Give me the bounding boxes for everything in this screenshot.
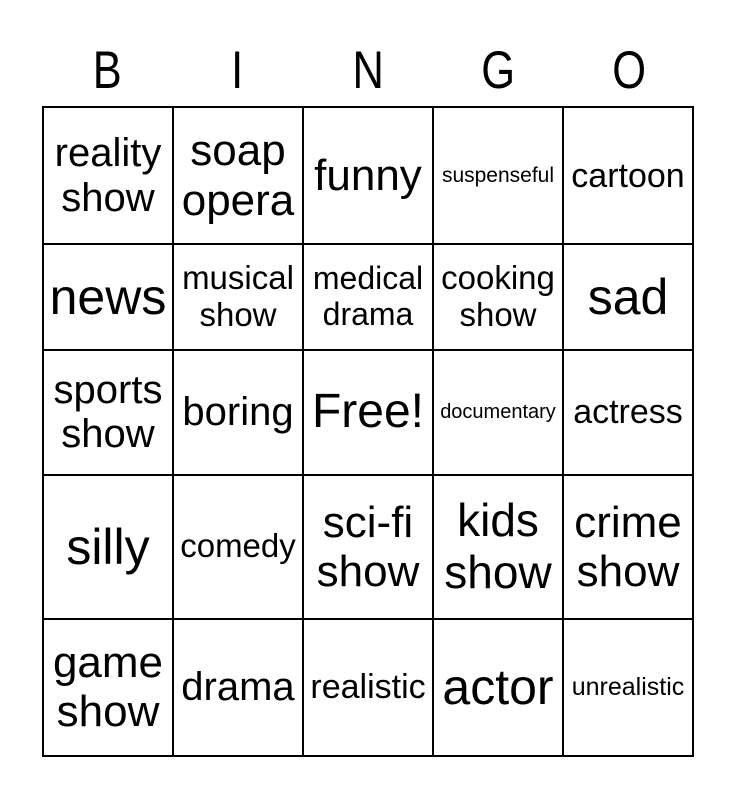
- bingo-row: [43, 350, 693, 476]
- bingo-cell[interactable]: kids show: [433, 475, 563, 618]
- bingo-grid: [42, 106, 694, 757]
- bingo-row: [43, 107, 693, 244]
- bingo-cell[interactable]: cooking show: [433, 244, 563, 349]
- bingo-cell[interactable]: cartoon: [563, 107, 693, 244]
- bingo-cell[interactable]: soap opera: [173, 107, 303, 244]
- bingo-cell[interactable]: sci-fi show: [303, 475, 433, 618]
- bingo-cell[interactable]: silly: [43, 475, 173, 618]
- bingo-letter-b: B: [92, 41, 122, 100]
- bingo-cell[interactable]: sports show: [43, 350, 173, 476]
- bingo-cell[interactable]: boring: [173, 350, 303, 476]
- bingo-cell[interactable]: sad: [563, 244, 693, 349]
- bingo-cell[interactable]: actress: [563, 350, 693, 476]
- bingo-letter-i: I: [231, 41, 244, 100]
- bingo-cell[interactable]: documentary: [433, 350, 563, 476]
- bingo-cell[interactable]: game show: [43, 619, 173, 756]
- bingo-letter-n: N: [352, 41, 384, 100]
- bingo-header: [42, 0, 694, 106]
- bingo-cell[interactable]: unrealistic: [563, 619, 693, 756]
- bingo-row: [43, 619, 693, 756]
- bingo-cell[interactable]: suspenseful: [433, 107, 563, 244]
- bingo-letter-o: O: [611, 41, 646, 100]
- bingo-row: [43, 475, 693, 618]
- bingo-cell[interactable]: musical show: [173, 244, 303, 349]
- bingo-cell[interactable]: crime show: [563, 475, 693, 618]
- bingo-cell[interactable]: actor: [433, 619, 563, 756]
- bingo-cell-free[interactable]: Free!: [303, 350, 433, 476]
- bingo-cell[interactable]: news: [43, 244, 173, 349]
- bingo-letter-g: G: [481, 41, 516, 100]
- bingo-cell[interactable]: funny: [303, 107, 433, 244]
- bingo-row: [43, 244, 693, 349]
- bingo-cell[interactable]: reality show: [43, 107, 173, 244]
- bingo-cell[interactable]: comedy: [173, 475, 303, 618]
- bingo-cell[interactable]: realistic: [303, 619, 433, 756]
- bingo-cell[interactable]: medical drama: [303, 244, 433, 349]
- bingo-cell[interactable]: drama: [173, 619, 303, 756]
